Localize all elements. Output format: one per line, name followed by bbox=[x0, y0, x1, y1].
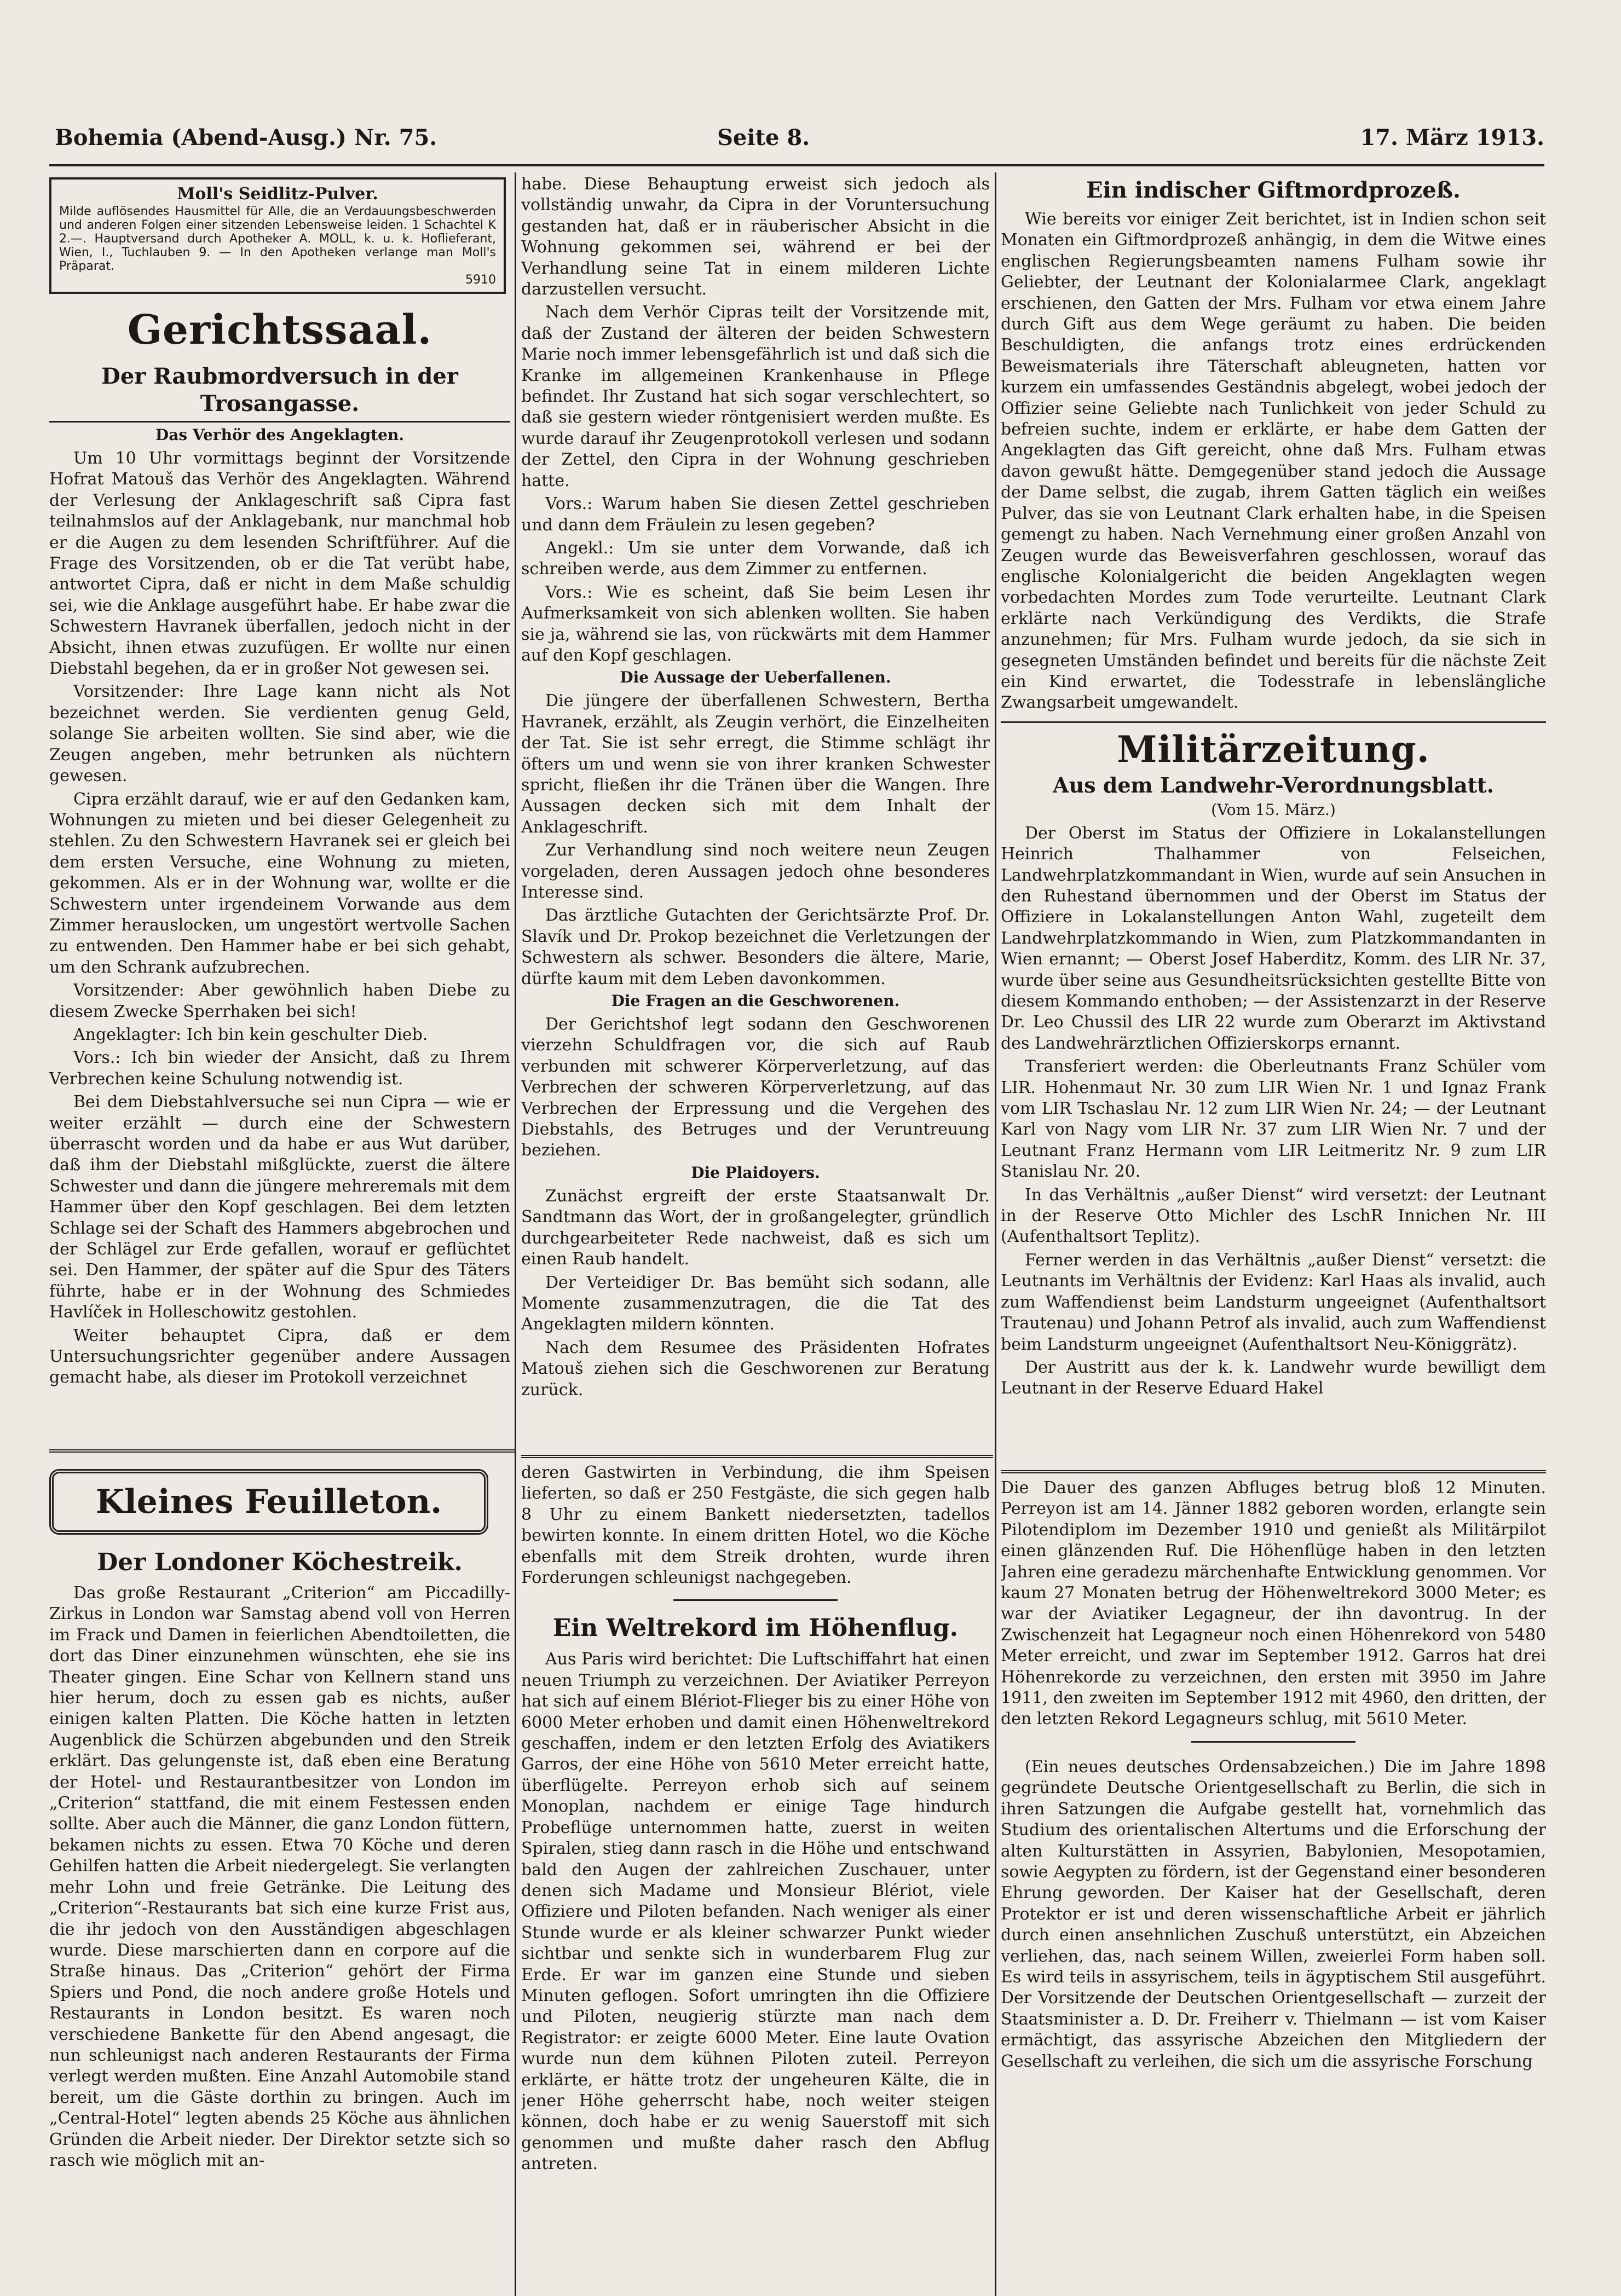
subhead-plaidoyers: Die Plaidoyers. bbox=[691, 1163, 820, 1182]
paragraph: Die jüngere der überfallenen Schwestern, Bertha Havranek, erzählt, als Zeugin verhört, die Einzelheiten der Tat. Sie ist sehr erregt, die Stimme schlägt ihr öfters um und wenn sie von ihrer kranken Schwester spricht, fließen ihr die Tränen über die Wangen. Ihre Aussagen decken sich mit dem Inhalt der Anklageschrift. bbox=[521, 691, 990, 837]
paragraph: Um 10 Uhr vormittags beginnt der Vorsitzende Hofrat Matouš das Verhör des Angeklagten. Während der Verlesung der Anklageschrift saß Cipra fast teilnahmslos auf der Anklagebank, nur manchmal hob er die Augen zu dem lesenden Schriftführer. Auf die Frage des Vorsitzenden, ob er die Tat verübt habe, antwortet Cipra, daß er nicht in dem Maße schuldig sei, wie die Anklage ausgeführt habe. Er habe zwar die Schwestern Havranek überfallen, jedoch nicht in der Absicht, ihnen etwas zuzufügen. Er wollte nur einen Diebstahl begehen, da er in großer Not gewesen sei. bbox=[49, 449, 510, 679]
headline-raubmordversuch: Der Raubmordversuch in der Trosangasse. bbox=[49, 363, 510, 423]
dateline: (Vom 15. März.) bbox=[1211, 800, 1336, 819]
column-rule-2 bbox=[995, 172, 996, 2296]
divider bbox=[673, 1599, 838, 1601]
paragraph: Der Oberst im Status der Offiziere in Lokalanstellungen Heinrich Thalhammer von Felseichen, Landwehrplatzkommandant in Wien, wurde auf sein Ansuchen in den Ruhestand übernommen und der Oberst im Status der Offiziere in Lokalanstellungen Anton Wahl, zugeteilt dem Landwehrplatzkommando in Wien, zum Platzkommandanten in Wien ernannt; — Oberst Josef Haberditz, Komm. des LIR Nr. 37, wurde über seine aus Gesundheitsrücksichten gestellte Bitte von diesem Kommando enthoben; — der Assistenzarzt in der Reserve Dr. Leo Chussil des LIR 22 wurde zum Oberarzt im Aktivstand des Landwehrärztlichen Offizierskorps ernannt. bbox=[1001, 823, 1546, 1053]
column-1-top bbox=[49, 174, 510, 1444]
column-1-bottom bbox=[49, 1457, 510, 2278]
paragraph: Die Dauer des ganzen Abfluges betrug bloß 12 Minuten. Perreyon ist am 14. Jänner 1882 geboren worden, erlangte sein Pilotendiplom im Dezember 1910 und genießt als Militärpilot einen glänzenden Ruf. Die Höhenflüge haben in den letzten Jahren eine geradezu märchenhafte Entwicklung genommen. Vor kaum 27 Monaten betrug der Höhenweltrekord 3000 Meter; es war der Aviatiker Legagneur, der ihn davontrug. In der Zwischenzeit hat Legagneur noch einen Höhenrekord von 5480 Meter erreicht, und zwar im September 1912. Garros hat drei Höhenrekorde zu verzeichnen, den ersten mit 3950 im Jahre 1911, den zweiten im September 1912 mit 4960, den dritten, der den letzten Rekord Legagneurs schlug, mit 5610 Meter. bbox=[1001, 1478, 1546, 1729]
paragraph: Aus Paris wird berichtet: Die Luftschiffahrt hat einen neuen Triumph zu verzeichnen. Der Aviatiker Perreyon hat sich auf einem Blériot-Flieger bis zu einer Höhe von 6000 Meter erhoben und damit einen Höhenweltrekord geschaffen, indem er den letzten Erfolg des Aviatikers Garros, der eine Höhe von 5610 Meter erreicht hatte, überflügelte. Perreyon erhob sich auf seinem Monoplan, nachdem er einige Tage hindurch Probeflüge unternommen hatte, zuerst in weiten Spiralen, stieg dann rasch in die Höhe und entschwand bald den Augen der zahlreichen Zuschauer, unter denen sich Madame und Monsieur Blériot, viele Offiziere und Piloten befanden. Nach weniger als einer Stunde wurde er als kleiner schwarzer Punkt wieder sichtbar und senkte sich in wunderbarem Flug zur Erde. Er war im ganzen eine Stunde und sieben Minuten geflogen. Sofort umringten ihn die Offiziere und Piloten, neugierig stürzte man nach dem Registrator: er zeigte 6000 Meter. Eine laute Ovation wurde nun dem kühnen Piloten zuteil. Perreyon erklärte, er hätte trotz der ungeheuren Kälte, die in jener Höhe geherrscht habe, noch weiter steigen können, doch habe er zu wenig Sauerstoff mit sich genommen und mußte daher rasch den Abflug antreten. bbox=[521, 1650, 990, 2174]
header-page-number: Seite 8. bbox=[717, 125, 810, 151]
paragraph: Weiter behauptet Cipra, daß er dem Untersuchungsrichter gegenüber andere Aussagen gemacht habe, als dieser im Protokoll verzeichnet bbox=[49, 1326, 510, 1387]
paragraph: habe. Diese Behauptung erweist sich jedoch als vollständig unwahr, da Cipra in der Voruntersuchung gestanden hat, daß er in räuberischer Absicht in die Wohnung gekommen sei, während er bei der Verhandlung seine Tat in einem milderen Lichte darzustellen versucht. bbox=[521, 175, 990, 299]
paragraph: Cipra erzählt darauf, wie er auf den Gedanken kam, Wohnungen zu mieten und bei dieser Gelegenheit zu stehlen. Zu den Schwestern Havranek sei er gleich bei dem ersten Versuche, eine Wohnung zu mieten, gekommen. Als er in der Wohnung war, wollte er die Schwestern unter irgendeinem Vorwande aus dem Zimmer herauslocken, um ungestört wertvolle Sachen zu entwenden. Den Hammer habe er bei sich gehabt, um den Schrank aufzubrechen. bbox=[49, 789, 510, 977]
column-3-top bbox=[1001, 174, 1546, 1466]
paragraph: Vors.: Warum haben Sie diesen Zettel geschrieben und dann dem Fräulein zu lesen gegeben? bbox=[521, 494, 990, 535]
paragraph: Wie bereits vor einiger Zeit berichtet, ist in Indien schon seit Monaten ein Giftmordprozeß anhängig, in dem die Witwe eines englischen Regierungsbeamten namens Fulham sowie ihr Geliebter, der Leutnant der Kolonialarmee Clark, angeklagt erschienen, den Gatten der Mrs. Fulham vor etwa einem Jahre durch Gift aus dem Wege geräumt zu haben. Die beiden Beschuldigten, die anfangs trotz eines erdrückenden Beweismaterials ihre Täterschaft ableugneten, hatten vor kurzem ein umfassendes Geständnis abgelegt, wobei jedoch der Offizier seine Geliebte nach Tunlichkeit von jeder Schuld zu befreien suchte, indem er erklärte, er habe dem Gatten der Angeklagten das Gift gereicht, ohne daß Mrs. Fulham etwas davon gewußt hätte. Demgegenüber stand jedoch die Aussage der Dame selbst, die zugab, ihrem Gatten täglich ein weißes Pulver, das sie von Leutnant Clark erhalten habe, in die Speisen gemengt zu haben. Nach Vernehmung einer großen Anzahl von Zeugen wurde das Beweisverfahren geschlossen, worauf das englische Kolonialgericht die beiden Angeklagten wegen vorbedachten Mordes zum Tode verurteilte. Leutnant Clark erklärte nach Verkündigung des Verdikts, die Strafe anzunehmen; für Mrs. Fulham wurde jedoch, da sie sich in gesegneten Umständen befindet und bereits für die nächste Zeit ein Kind erwartet, die Todesstrafe in lebenslängliche Zwangsarbeit umgewandelt. bbox=[1001, 210, 1546, 713]
ad-title: Moll's Seidlitz-Pulver. bbox=[177, 184, 378, 204]
header-date: 17. März 1913. bbox=[1360, 125, 1544, 151]
paragraph: Transferiert werden: die Oberleutnants Franz Schüler vom LIR. Hohenmaut Nr. 30 zum LIR Wien Nr. 1 und Ignaz Frank vom LIR Tschaslau Nr. 12 zum LIR Wien Nr. 24; — der Leutnant Karl von Nagy vom LIR Nr. 37 zum LIR Wien Nr. 7 und der Leutnant Franz Hermann vom LIR Leitmeritz Nr. 9 zum LIR Stanislau Nr. 20. bbox=[1001, 1057, 1546, 1182]
paragraph: Zur Verhandlung sind noch weitere neun Zeugen vorgeladen, deren Aussagen jedoch ohne besonderes Interesse sind. bbox=[521, 841, 990, 902]
paragraph: Bei dem Diebstahlversuche sei nun Cipra — wie er weiter erzählt — durch eine der Schwestern überrascht worden und da habe er aus Wut darüber, daß ihm der Diebstahl mißglückte, zuerst die ältere Schwester und dann die jüngere mehreremals mit dem Hammer über den Kopf geschlagen. Bei dem letzten Schlage sei der Schaft des Hammers abgebrochen und der Schlägel zur Erde gefallen, worauf er geflüchtet sei. Den Hammer, der später auf die Spur des Täters führte, habe er in der Wohnung des Schmiedes Havlíček in Holleschowitz gestohlen. bbox=[49, 1092, 510, 1322]
page-header bbox=[55, 125, 1544, 163]
paragraph: Angeklagter: Ich bin kein geschulter Dieb. bbox=[73, 1025, 428, 1044]
feuilleton-title-box: Kleines Feuilleton. bbox=[49, 1469, 488, 1535]
paragraph: Vorsitzender: Aber gewöhnlich haben Diebe zu diesem Zwecke Sperrhaken bei sich! bbox=[49, 981, 510, 1021]
ad-text: Milde auflösendes Hausmittel für Alle, die an Verdauungsbeschwerden und anderen Folgen einer sitzenden Lebensweise leiden. 1 Schachtel K 2.—. Hauptversand durch Apotheker A. MOLL, k. u. k. Hoflieferant, Wien, I., Tuchlauben 9. — In den Apotheken verlange man Moll's Präparat. bbox=[59, 205, 496, 273]
subhead-verhoer: Das Verhör des Angeklagten. bbox=[155, 426, 405, 444]
section-rule-left bbox=[49, 1449, 515, 1453]
paragraph: Ferner werden in das Verhältnis „außer Dienst“ versetzt: die Leutnants im Verhältnis der Evidenz: Karl Haas als invalid, auch zum Waffendienst beim Landsturm ungeeignet (Aufenthaltsort Trautenau) und Johann Petrof als invalid, auch zum Waffendienst beim Landsturm ungeeignet (Aufenthaltsort Neu-Königgrätz). bbox=[1001, 1250, 1546, 1354]
section-rule-middle bbox=[521, 1455, 993, 1458]
paragraph: In das Verhältnis „außer Dienst“ wird versetzt: der Leutnant in der Reserve Otto Michler des LschR Innichen Nr. III (Aufenthaltsort Teplitz). bbox=[1001, 1185, 1546, 1247]
advertisement-box bbox=[49, 177, 506, 294]
divider bbox=[1191, 1741, 1355, 1743]
paragraph: (Ein neues deutsches Ordensabzeichen.) Die im Jahre 1898 gegründete Deutsche Orientgesellschaft zu Berlin, die sich in ihren Satzungen die Aufgabe gestellt hat, vornehmlich das Studium des orientalischen Altertums und die Erforschung der alten Kulturstätten in Assyrien, Babylonien, Mesopotamien, sowie Aegypten zu fördern, ist der Gegenstand einer besonderen Ehrung geworden. Der Kaiser hat der Gesellschaft, deren Protektor er ist und deren wissenschaftliche Arbeit er jährlich durch einen ansehnlichen Zuschuß unterstützt, ein Abzeichen verliehen, das, nach seinem Willen, zweierlei Form haben soll. Es wird teils in assyrischem, teils in ägyptischem Stil ausgeführt. Der Vorsitzende der Deutschen Orientgesellschaft — zurzeit der Staatsminister a. D. Dr. Freiherr v. Thielmann — ist vom Kaiser ermächtigt, das assyrische Abzeichen den Mitgliedern der Gesellschaft zu verleihen, die sich um die assyrische Forschung bbox=[1001, 1757, 1546, 2071]
paragraph: Der Austritt aus der k. k. Landwehr wurde bewilligt dem Leutnant in der Reserve Eduard Hakel bbox=[1001, 1357, 1546, 1398]
paragraph: Das ärztliche Gutachten der Gerichtsärzte Prof. Dr. Slavík und Dr. Prokop bezeichnet die Verletzungen der Schwestern als schwer. Besonders die ältere, Marie, dürfte kaum mit dem Leben davonkommen. bbox=[521, 906, 990, 988]
paragraph: Vorsitzender: Ihre Lage kann nicht als Not bezeichnet werden. Sie verdienten genug Geld, solange Sie arbeiten wollten. Sie sind aber, wie die Zeugen angeben, mehr betrunken als nüchtern gewesen. bbox=[49, 682, 510, 786]
paragraph: Angekl.: Um sie unter dem Vorwande, daß ich schreiben werde, aus dem Zimmer zu entfernen. bbox=[521, 538, 990, 579]
paragraph: Der Verteidiger Dr. Bas bemüht sich sodann, alle Momente zusammenzutragen, die die Tat des Angeklagten mildern könnten. bbox=[521, 1273, 990, 1334]
headline-giftmordprozess: Ein indischer Giftmordprozeß. bbox=[1086, 177, 1461, 203]
header-publication: Bohemia (Abend-Ausg.) Nr. 75. bbox=[55, 125, 437, 151]
column-2-bottom bbox=[521, 1462, 990, 2278]
header-rule bbox=[49, 164, 1544, 166]
subhead-fragen: Die Fragen an die Geschworenen. bbox=[611, 992, 900, 1010]
paragraph: Das große Restaurant „Criterion“ am Piccadilly-Zirkus in London war Samstag abend voll von Herren im Frack und Damen in feierlichen Abendtoiletten, die dort das Diner einzunehmen wünschten, ehe sie ins Theater gingen. Eine Schar von Kellnern stand uns hier herum, doch zu essen gab es nichts, außer einigen kalten Platten. Die Köche hatten in letzten Augenblick die Schürzen abgebunden und den Streik erklärt. Das gelungenste ist, daß eben eine Beratung der Hotel- und Restaurantbesitzer von London im „Criterion“ stattfand, die mit einem Festessen enden sollte. Aber auch die Männer, die ganz London füttern, bekamen nichts zu essen. Etwa 70 Köche und deren Gehilfen hatten die Arbeit niedergelegt. Sie verlangten mehr Lohn und freie Getränke. Die Leitung des „Criterion“-Restaurants bat sich eine kurze Frist aus, die ihr jedoch von den Ausständigen abgeschlagen wurde. Diese marschierten dann en corpore auf die Straße hinaus. Das „Criterion“ gehört der Firma Spiers und Pond, die noch andere große Hotels und Restaurants in London besitzt. Es waren noch verschiedene Bankette für den Abend angesagt, die nun schleunigst nach anderen Restaurants der Firma verlegt werden mußten. Eine Anzahl Automobile stand bereit, um die Gäste dorthin zu bringen. Auch im „Central-Hotel“ legten abends 25 Köche aus ähnlichen Gründen die Arbeit nieder. Der Direktor setzte sich so rasch wie möglich mit an- bbox=[49, 1583, 510, 2170]
subhead-aussage: Die Aussage der Ueberfallenen. bbox=[620, 668, 891, 687]
section-title-militaerzeitung: Militärzeitung. bbox=[1117, 727, 1430, 771]
headline-landwehr: Aus dem Landwehr-Verordnungsblatt. bbox=[1053, 772, 1494, 797]
divider bbox=[1001, 721, 1546, 723]
headline-weltrekord: Ein Weltrekord im Höhenflug. bbox=[552, 1614, 959, 1643]
paragraph: Vors.: Ich bin wieder der Ansicht, daß zu Ihrem Verbrechen keine Schulung notwendig ist. bbox=[49, 1048, 510, 1089]
paragraph: Nach dem Verhör Cipras teilt der Vorsitzende mit, daß der Zustand der älteren der beiden Schwestern Marie noch immer lebensgefährlich ist und daß sich die Kranke im allgemeinen Krankenhause in Pflege befindet. Ihr Zustand hat sich sogar verschlechtert, so daß sie gestern wieder röntgenisiert werden mußte. Es wurde darauf ihr Zeugenprotokoll verlesen und sodann der Zettel, den Cipra in der Wohnung geschrieben hatte. bbox=[521, 303, 990, 490]
ad-number: 5910 bbox=[465, 273, 496, 287]
column-2-top bbox=[521, 174, 990, 1449]
column-rule-1 bbox=[515, 172, 516, 2296]
column-3-bottom bbox=[1001, 1478, 1546, 2278]
paragraph: deren Gastwirten in Verbindung, die ihm Speisen lieferten, so daß er 250 Festgäste, die sich gegen halb 8 Uhr zu einem Bankett niedersetzten, tadellos bewirten konnte. In einem dritten Hotel, wo die Köche ebenfalls mit dem Streik drohten, wurde ihren Forderungen schleunigst nachgegeben. bbox=[521, 1463, 990, 1588]
paragraph: Der Gerichtshof legt sodann den Geschworenen vierzehn Schuldfragen vor, die sich auf Raub verbunden mit schwerer Körperverletzung, auf das Verbrechen der schweren Körperverletzung, auf das Verbrechen der Erpressung und die Vergehen des Diebstahls, des Betruges und der Veruntreuung beziehen. bbox=[521, 1015, 990, 1160]
paragraph: Zunächst ergreift der erste Staatsanwalt Dr. Sandtmann das Wort, der in großangelegter, gründlich durchgearbeiteter Rede nachweist, daß es sich um einen Raub handelt. bbox=[521, 1186, 990, 1269]
paragraph: Vors.: Wie es scheint, daß Sie beim Lesen ihr Aufmerksamkeit von sich ablenken wollten. Sie haben sie ja, während sie las, von rückwärts mit dem Hammer auf den Kopf geschlagen. bbox=[521, 582, 990, 665]
paragraph: Nach dem Resumee des Präsidenten Hofrates Matouš ziehen sich die Geschworenen zur Beratung zurück. bbox=[521, 1338, 990, 1399]
section-rule-right bbox=[1001, 1470, 1546, 1473]
headline-koechestreik: Der Londoner Köchestreik. bbox=[97, 1548, 463, 1576]
section-title-gerichtssaal: Gerichtssaal. bbox=[127, 306, 432, 354]
